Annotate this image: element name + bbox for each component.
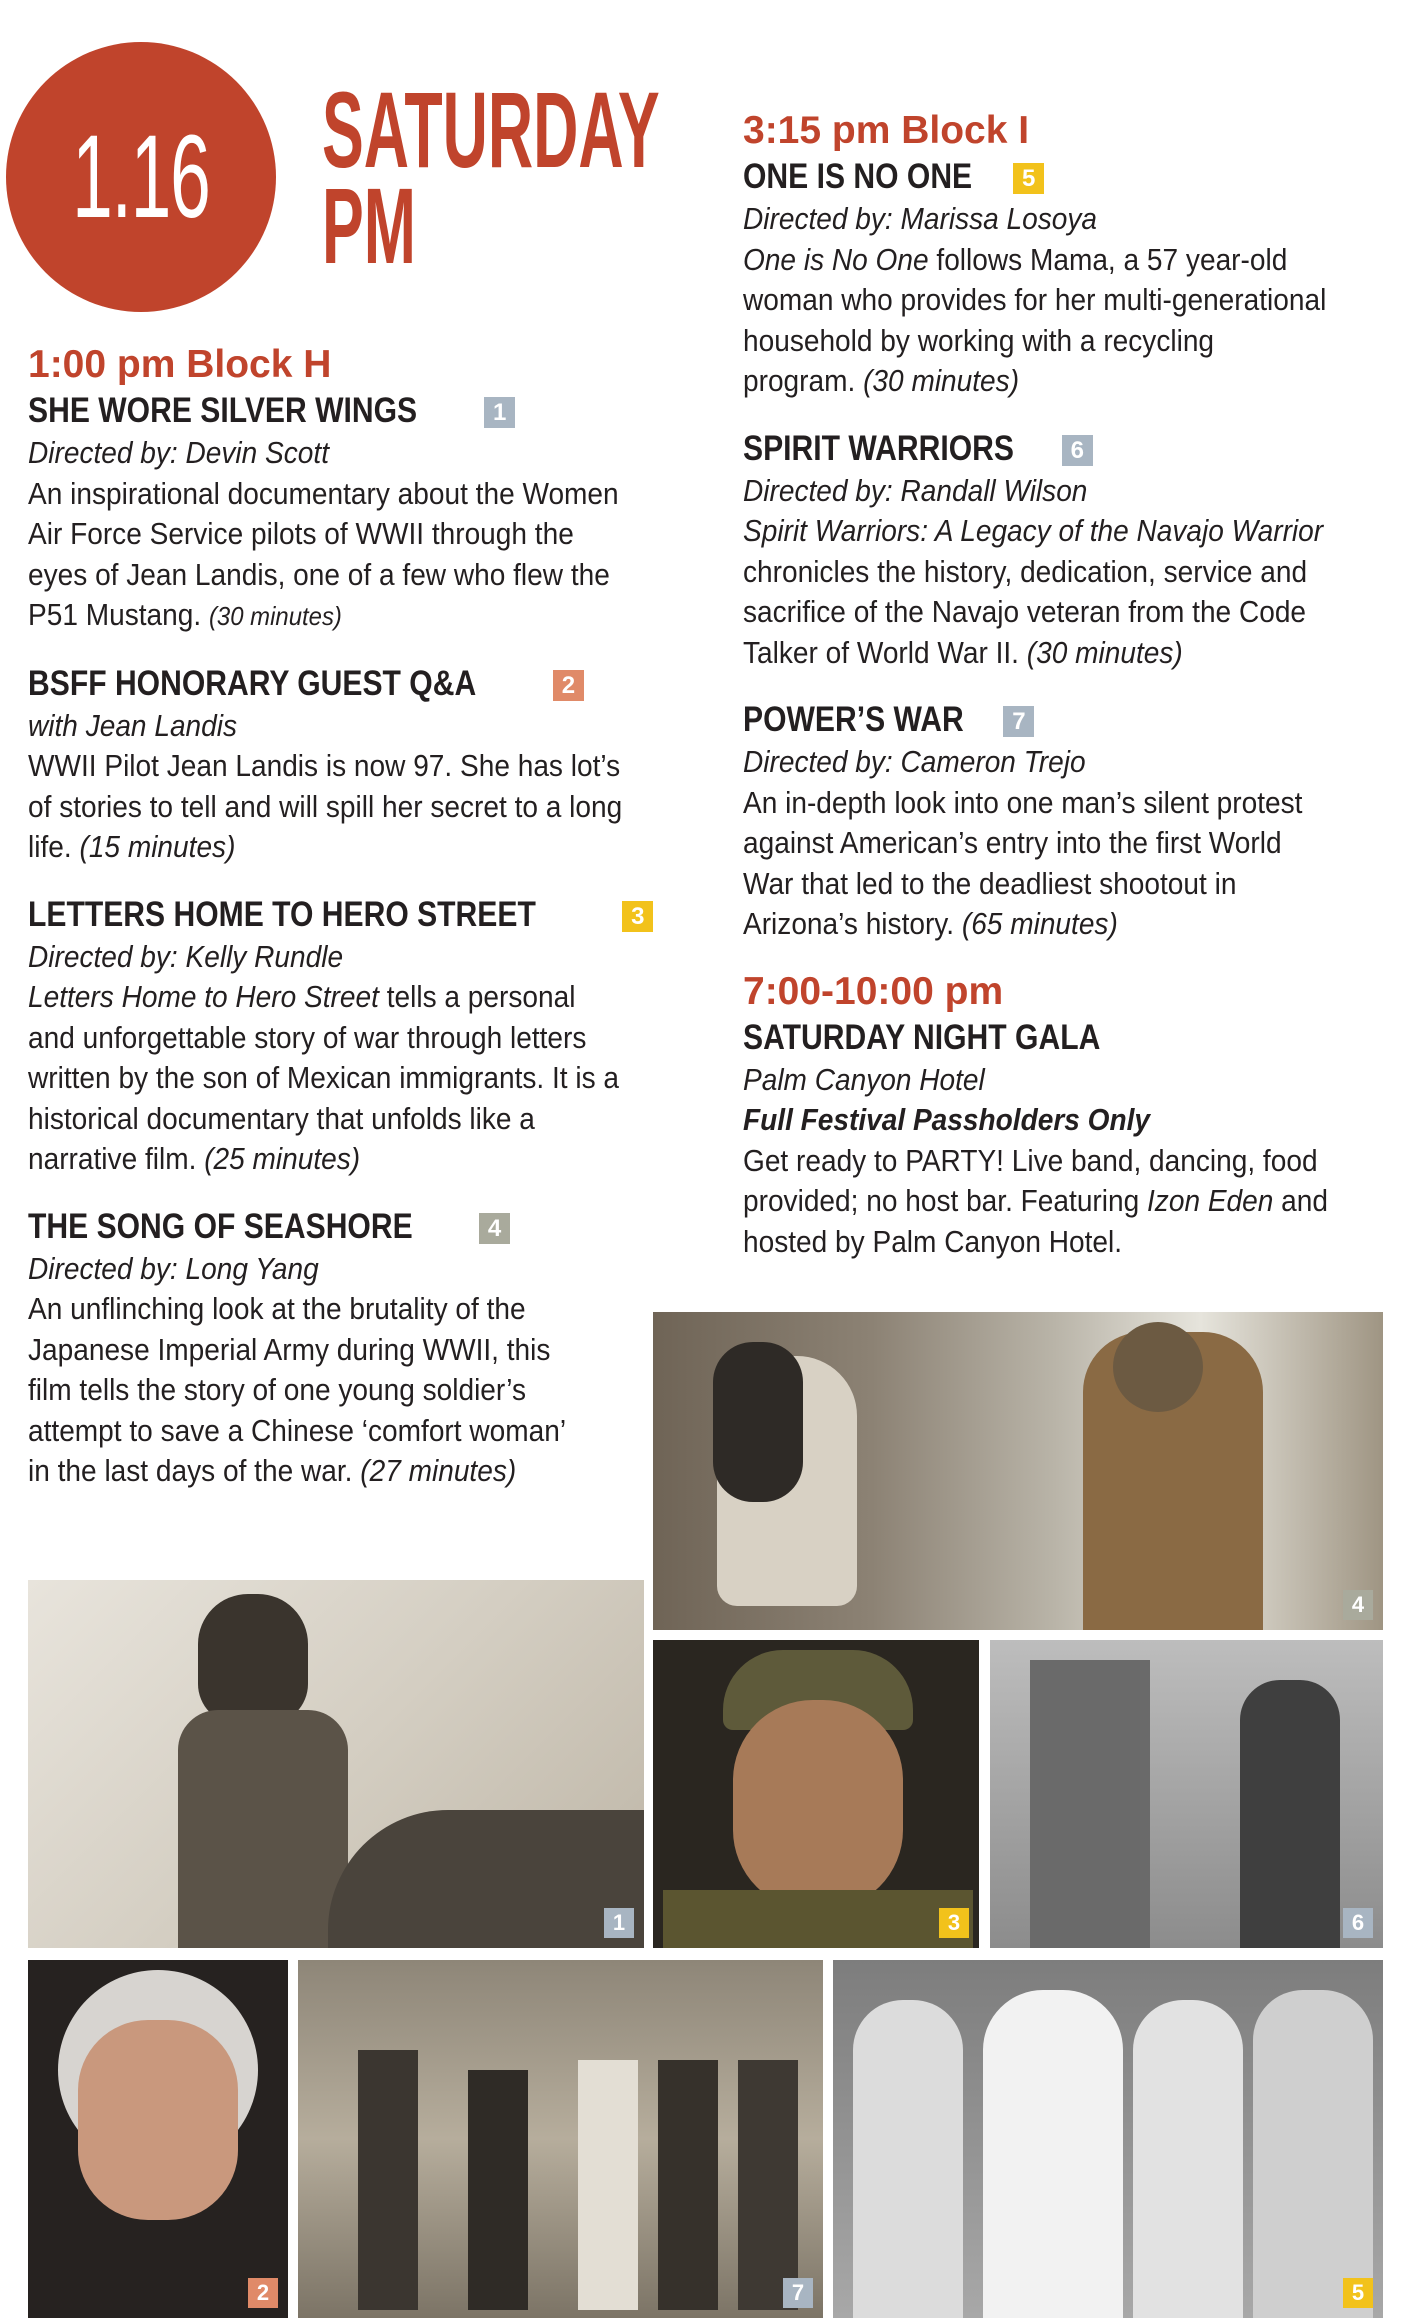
gala-title: SATURDAY NIGHT GALA: [743, 1017, 1101, 1057]
film-duration: (30 minutes): [1026, 635, 1183, 670]
film-desc-line: eyes of Jean Landis, one of a few who flew the: [28, 557, 610, 592]
film-desc-line: program. (30 minutes): [743, 364, 1020, 398]
film-duration: (25 minutes): [204, 1142, 361, 1176]
photo-soldier: [653, 1640, 979, 1948]
gala-desc-line: Get ready to PARTY! Live band, dancing, food: [743, 1143, 1318, 1178]
film-title: SPIRIT WARRIORS 6: [743, 426, 1393, 471]
film-desc-line: and unforgettable story of war through letters: [28, 1020, 587, 1055]
right-column: [743, 108, 1393, 1286]
period-label: PM: [322, 165, 416, 286]
photo-badge: 7: [783, 2278, 813, 2308]
film-desc-line: in the last days of the war. (27 minutes): [28, 1454, 517, 1488]
film-desc-line: historical documentary that unfolds like a: [28, 1101, 535, 1136]
gala-desc-line: hosted by Palm Canyon Hotel.: [743, 1224, 1123, 1259]
left-column: [28, 342, 698, 1516]
film-desc-line: narrative film. (25 minutes): [28, 1142, 361, 1176]
film-director: with Jean Landis: [28, 708, 238, 743]
film-desc-line: An in-depth look into one man’s silent protest: [743, 785, 1303, 820]
film-desc-line: WWII Pilot Jean Landis is now 97. She has lot’s: [28, 749, 621, 783]
film-entry: [743, 154, 1393, 402]
film-desc-line: life. (15 minutes): [28, 830, 236, 864]
photo-navajo: [990, 1640, 1383, 1948]
film-title: THE SONG OF SEASHORE 4: [28, 1204, 698, 1249]
film-director: Directed by: Kelly Rundle: [28, 939, 344, 974]
film-duration: (30 minutes): [208, 601, 342, 631]
gala-entry: [743, 969, 1393, 1263]
day-label: SATURDAY: [322, 69, 660, 190]
film-desc-line: Air Force Service pilots of WWII through the: [28, 517, 574, 551]
date-label: 1.16: [72, 111, 210, 243]
film-title: ONE IS NO ONE 5: [743, 154, 1393, 199]
film-badge: 6: [1062, 435, 1093, 466]
film-desc-line: Arizona’s history. (65 minutes): [743, 907, 1118, 941]
film-desc-line: attempt to save a Chinese ‘comfort woman’: [28, 1413, 567, 1448]
film-desc-line: An unflinching look at the brutality of the: [28, 1292, 526, 1326]
film-badge: 4: [479, 1213, 510, 1244]
film-desc-line: Talker of World War II. (30 minutes): [743, 635, 1183, 670]
photo-group: [833, 1960, 1383, 2318]
film-duration: (30 minutes): [863, 364, 1020, 398]
film-desc-line: One is No One follows Mama, a 57 year-old: [743, 242, 1288, 277]
film-desc-line: Japanese Imperial Army during WWII, this: [28, 1332, 551, 1367]
gala-time: 7:00-10:00 pm: [743, 969, 1004, 1013]
film-desc-line: chronicles the history, dedication, service and: [743, 554, 1308, 589]
film-entry: [28, 661, 698, 868]
block-time: 1:00 pm Block H: [28, 343, 332, 386]
film-duration: (65 minutes): [961, 907, 1118, 941]
film-desc-line: against American’s entry into the first World: [743, 826, 1282, 860]
film-entry: [743, 426, 1393, 674]
film-desc-line: An inspirational documentary about the Women: [28, 476, 619, 511]
film-desc-line: written by the son of Mexican immigrants. It is a: [28, 1061, 620, 1095]
photo-badge: 4: [1343, 1590, 1373, 1620]
film-entry: [28, 388, 698, 637]
film-title: BSFF HONORARY GUEST Q&A 2: [28, 661, 698, 706]
film-director: Directed by: Devin Scott: [28, 436, 329, 470]
photo-pilot: [28, 1580, 644, 1948]
photo-badge: 2: [248, 2278, 278, 2308]
photo-badge: 5: [1343, 2278, 1373, 2308]
film-title: SHE WORE SILVER WINGS 1: [28, 388, 698, 433]
film-badge: 5: [1013, 163, 1044, 194]
film-badge: 3: [622, 901, 653, 932]
gala-venue: Palm Canyon Hotel: [743, 1062, 985, 1097]
film-director: Directed by: Cameron Trejo: [743, 745, 1086, 779]
film-desc-line: War that led to the deadliest shootout in: [743, 866, 1237, 901]
film-badge: 1: [484, 397, 515, 428]
gala-desc-line: provided; no host bar. Featuring Izon Eden and: [743, 1184, 1329, 1218]
photo-badge: 1: [604, 1908, 634, 1938]
film-director: Directed by: Randall Wilson: [743, 473, 1088, 508]
date-circle: [6, 42, 276, 312]
film-desc-line: household by working with a recycling: [743, 323, 1215, 358]
film-desc-line: film tells the story of one young soldier’s: [28, 1373, 527, 1407]
block-time: 3:15 pm Block I: [743, 109, 1030, 152]
film-desc-line: P51 Mustang. (30 minutes): [28, 598, 342, 632]
film-entry: [28, 1204, 698, 1492]
film-duration: (15 minutes): [79, 830, 236, 864]
film-desc-line: of stories to tell and will spill her secret to a long: [28, 789, 623, 824]
film-director: Directed by: Long Yang: [28, 1251, 319, 1286]
photo-jean: [28, 1960, 288, 2318]
film-director: Directed by: Marissa Losoya: [743, 202, 1098, 236]
gala-note: Full Festival Passholders Only: [743, 1103, 1151, 1137]
film-desc-line: Spirit Warriors: A Legacy of the Navajo Warrior: [743, 514, 1324, 548]
film-entry: [743, 697, 1393, 945]
photo-film-still: [653, 1312, 1383, 1630]
film-title: POWER’S WAR 7: [743, 697, 1393, 742]
film-desc-line: woman who provides for her multi-generational: [743, 283, 1327, 317]
film-duration: (27 minutes): [360, 1454, 517, 1488]
film-title: LETTERS HOME TO HERO STREET 3: [28, 892, 698, 937]
film-entry: [28, 892, 698, 1180]
film-desc-line: Letters Home to Hero Street tells a personal: [28, 980, 576, 1014]
photo-family: [298, 1960, 823, 2318]
day-title: [322, 69, 660, 286]
photo-badge: 3: [939, 1908, 969, 1938]
photo-badge: 6: [1343, 1908, 1373, 1938]
film-badge: 2: [553, 670, 584, 701]
film-badge: 7: [1003, 706, 1034, 737]
film-desc-line: sacrifice of the Navajo veteran from the Code: [743, 595, 1307, 629]
